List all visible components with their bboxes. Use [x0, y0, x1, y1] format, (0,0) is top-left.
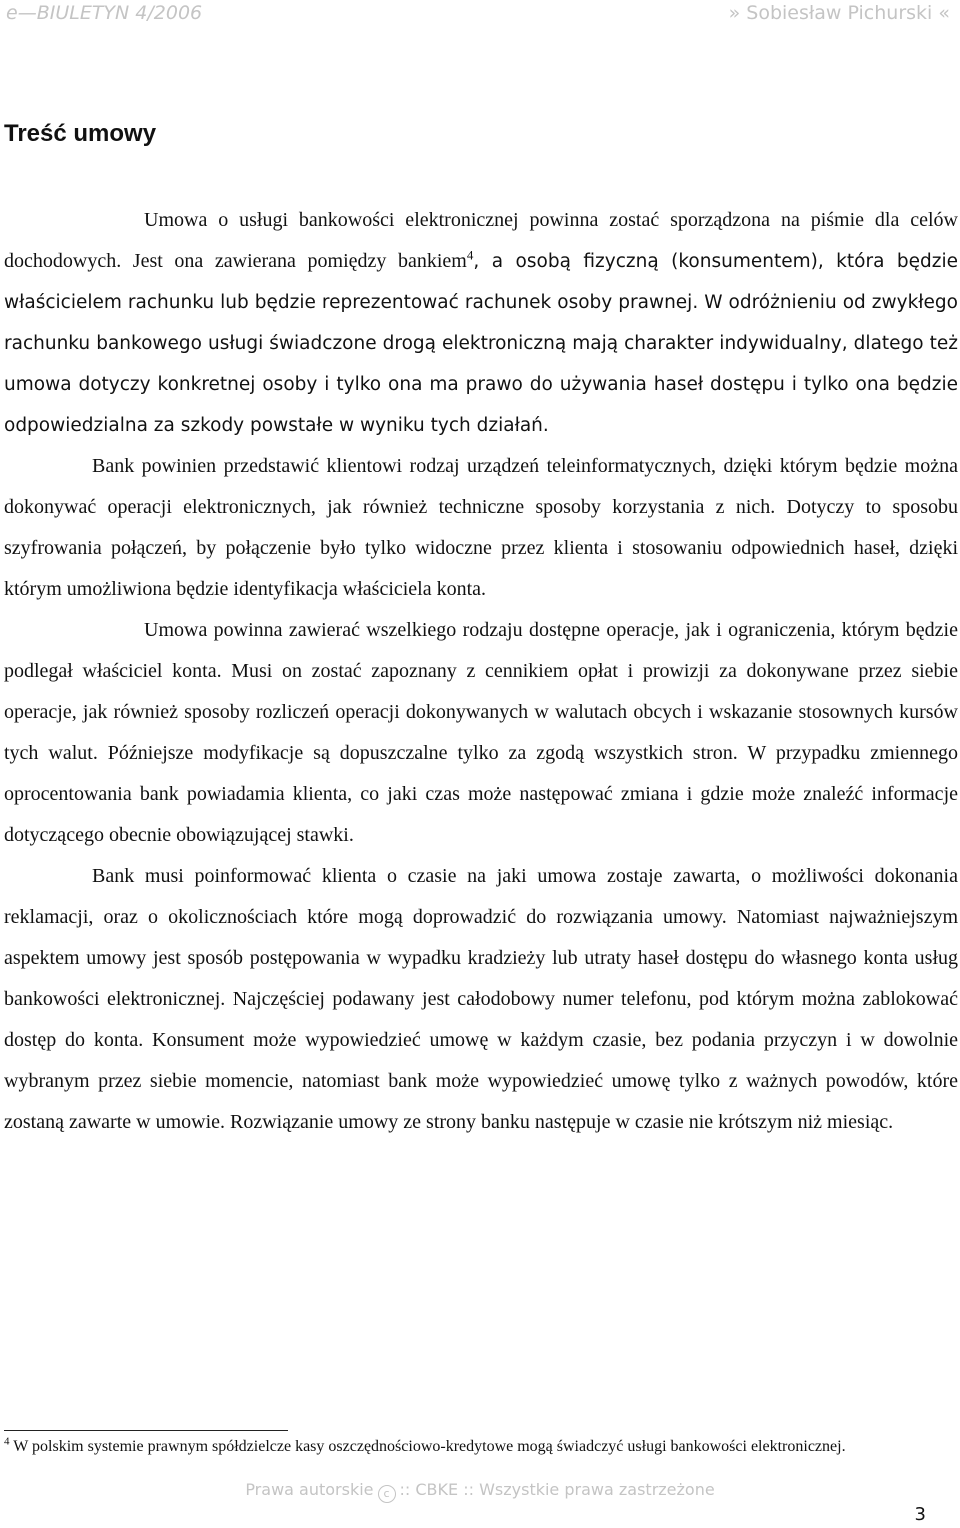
paragraph-4: Bank musi poinformować klienta o czasie na jaki umowa zostaje zawarta, o możliwości dokonania reklamacji, oraz o okolicznościach które mogą doprowadzić do rozwiązania umowy. Natomiast najważniejszym aspektem umowy jest sposób postępowania w wypadku kradzieży lub utraty haseł dostępu do własnego konta usług bankowości elektronicznej. Najczęściej podawany jest całodobowy numer telefonu, pod którym można zablokować dostęp do konta. Konsument może wypowiedzieć umowę w każdym czasie, bez podania przyczyn i w dowolnie wybranym przez siebie momencie, natomiast bank może wypowiedzieć umowę tylko z ważnych powodów, które zostaną zawarte w umowie. Rozwiązanie umowy ze strony banku następuje w czasie nie krótszym niż miesiąc.	[4, 865, 958, 1133]
section-title: Treść umowy	[4, 120, 157, 147]
footer-left-text: Prawa autorskie	[245, 1480, 374, 1499]
footnote-divider	[4, 1430, 288, 1431]
article-body	[4, 200, 958, 1143]
paragraph-1-part-a: Umowa o usługi bankowości elektronicznej powinna zostać sporządzona na piśmie dla celów dochodowych. Jest ona zawierana pomiędzy bankiem	[4, 209, 958, 272]
paragraph-3: Umowa powinna zawierać wszelkiego rodzaju dostępne operacje, jak i ograniczenia, którym będzie podlegał właściciel konta. Musi on zostać zapoznany z cennikiem opłat i prowizji za dokonywane przez siebie operacje, jak również sposoby rozliczeń operacji dokonywanych w walutach obcych i wskazanie stosownych kursów tych walut. Późniejsze modyfikacje są dopuszczalne tylko za zgodą wszystkich stron. W przypadku zmiennego oprocentowania bank powiadamia klienta, co jaki czas może następować zmiana i gdzie może znaleźć informacje dotyczącego obecnie obowiązującej stawki.	[4, 619, 958, 846]
copyright-icon: c	[378, 1485, 396, 1503]
copyright-footer	[0, 1480, 960, 1503]
paragraph-2: Bank powinien przedstawić klientowi rodzaj urządzeń teleinformatycznych, dzięki którym będzie można dokonywać operacji elektronicznych, jak również techniczne sposoby korzystania z nich. Dotyczy to sposobu szyfrowania połączeń, by połączenie było tylko widoczne przez klienta i stosowaniu odpowiednich haseł, dzięki którym umożliwiona będzie identyfikacja właściciela konta.	[4, 455, 958, 600]
author-name: » Sobiesław Pichurski «	[728, 2, 950, 24]
paragraph-1	[4, 200, 958, 446]
footer-right-text: :: CBKE :: Wszystkie prawa zastrzeżone	[399, 1480, 715, 1499]
footnote-text: W polskim systemie prawnym spółdzielcze kasy oszczędnościowo-kredytowe mogą świadczyć usługi bankowości elektronicznej.	[9, 1438, 846, 1455]
paragraph-1-part-b: , a osobą fizyczną (konsumentem), która będzie właścicielem rachunku lub będzie reprezentować rachunek osoby prawnej. W odróżnieniu od zwykłego rachunku bankowego usługi świadczone drogą elektroniczną mają charakter indywidualny, dlatego też umowa dotyczy konkretnej osoby i tylko ona ma prawo do używania haseł dostępu i tylko ona będzie odpowiedzialna za szkody powstałe w wyniku tych działań.	[4, 251, 958, 436]
footnote-number: 4	[4, 1435, 10, 1448]
footnote	[4, 1435, 846, 1456]
footnote-ref: 4	[466, 247, 474, 263]
journal-title: e—BIULETYN 4/2006	[6, 2, 203, 24]
page-number: 3	[914, 1504, 926, 1525]
